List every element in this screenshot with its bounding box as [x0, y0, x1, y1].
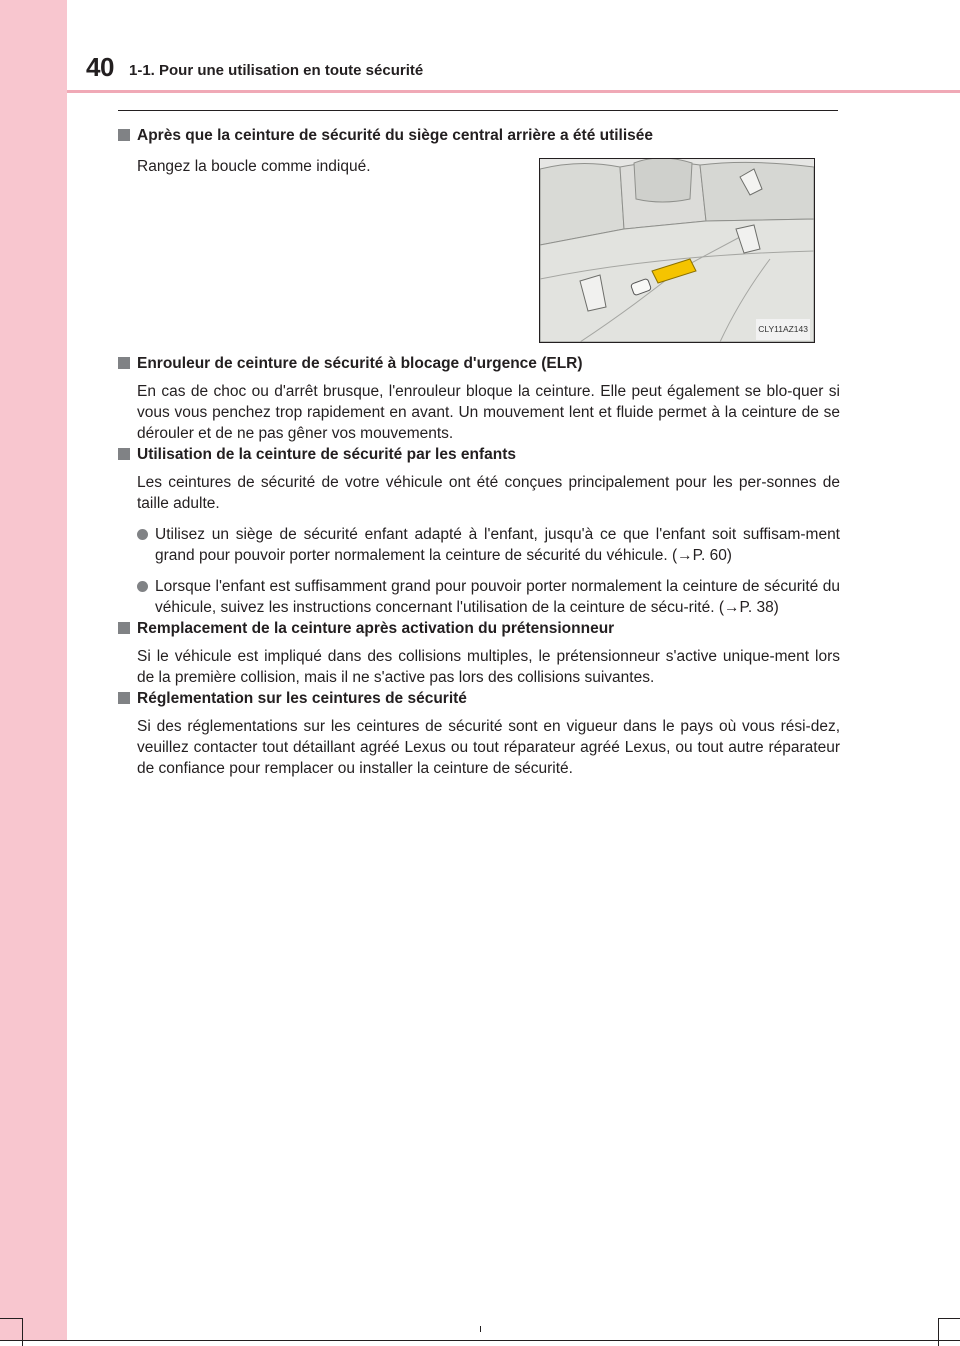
section-regulations: [118, 688, 840, 779]
section-elr: [118, 353, 840, 444]
section-heading: [118, 688, 840, 709]
rear-seat-buckle-illustration: [539, 158, 815, 343]
section-title: Enrouleur de ceinture de sécurité à blocage d'urgence (ELR): [137, 355, 583, 372]
content-top-rule: [118, 110, 838, 111]
crop-mark: [480, 1326, 481, 1332]
gray-square-icon: [118, 448, 130, 460]
page-number: 40: [86, 52, 114, 82]
section-text: Si des réglementations sur les ceintures de sécurité sont en vigueur dans le pays où vous rési-dez, veuillez contacter tout détaillant agréé Lexus ou tout réparateur agréé Lexus, ou tout autre réparateur de confiance pour remplacer ou installer la ceinture de sécurité.: [137, 718, 840, 777]
section-rear-center-belt: [118, 125, 840, 353]
gray-square-icon: [118, 129, 130, 141]
section-children: [118, 444, 840, 618]
section-text: En cas de choc ou d'arrêt brusque, l'enrouleur bloque la ceinture. Elle peut également se blo-quer si vous vous penchez trop rapidement en avant. Un mouvement lent et fluide permet à la ceinture de se dérouler et de ne pas gêner vos mouvements.: [137, 383, 840, 442]
section-pretensioner: [118, 618, 840, 688]
section-title: Remplacement de la ceinture après activation du prétensionneur: [137, 620, 615, 637]
crop-mark: [0, 1318, 22, 1319]
gray-dot-icon: [137, 581, 148, 592]
gray-square-icon: [118, 692, 130, 704]
section-text: Les ceintures de sécurité de votre véhicule ont été conçues principalement pour les per-sonnes de taille adulte.: [137, 474, 840, 512]
section-heading: [118, 444, 840, 465]
section-text: Rangez la boucle comme indiqué.: [137, 158, 371, 175]
crop-mark: [22, 1318, 23, 1346]
gray-square-icon: [118, 357, 130, 369]
list-item-text: Utilisez un siège de sécurité enfant adapté à l'enfant, jusqu'à ce que l'enfant soit suffisam-ment grand pour pouvoir porter normalement la ceinture de sécurité du véhicule. (→P. 60): [155, 526, 840, 564]
page-content: [118, 125, 840, 779]
header-divider: [67, 90, 960, 93]
list-item-text: Lorsque l'enfant est suffisamment grand pour pouvoir porter normalement la ceinture de sécurité du véhicule, suivez les instructions concernant l'utilisation de la ceinture de sécu-rité. (→P. 38): [155, 578, 840, 616]
page-sidebar-tab: [0, 0, 67, 1340]
chapter-title: 1-1. Pour une utilisation en toute sécurité: [129, 62, 424, 79]
crop-mark: [938, 1318, 939, 1346]
section-text: Si le véhicule est impliqué dans des collisions multiples, le prétensionneur s'active unique-ment lors de la première collision, mais il ne s'active pas lors des collisions suivantes.: [137, 648, 840, 686]
section-title: Réglementation sur les ceintures de sécurité: [137, 690, 467, 707]
crop-mark: [938, 1318, 960, 1319]
rear-seat-drawing: [540, 159, 814, 342]
gray-square-icon: [118, 622, 130, 634]
section-title: Après que la ceinture de sécurité du siège central arrière a été utilisée: [137, 127, 654, 144]
section-heading: [118, 125, 840, 146]
section-title: Utilisation de la ceinture de sécurité par les enfants: [137, 446, 517, 463]
section-heading: [118, 353, 840, 374]
section-heading: [118, 618, 840, 639]
list-item: [137, 524, 840, 566]
figure-code: CLY11AZ143: [756, 319, 810, 340]
list-item: [137, 576, 840, 618]
gray-dot-icon: [137, 529, 148, 540]
bottom-trim-line: [0, 1340, 960, 1341]
